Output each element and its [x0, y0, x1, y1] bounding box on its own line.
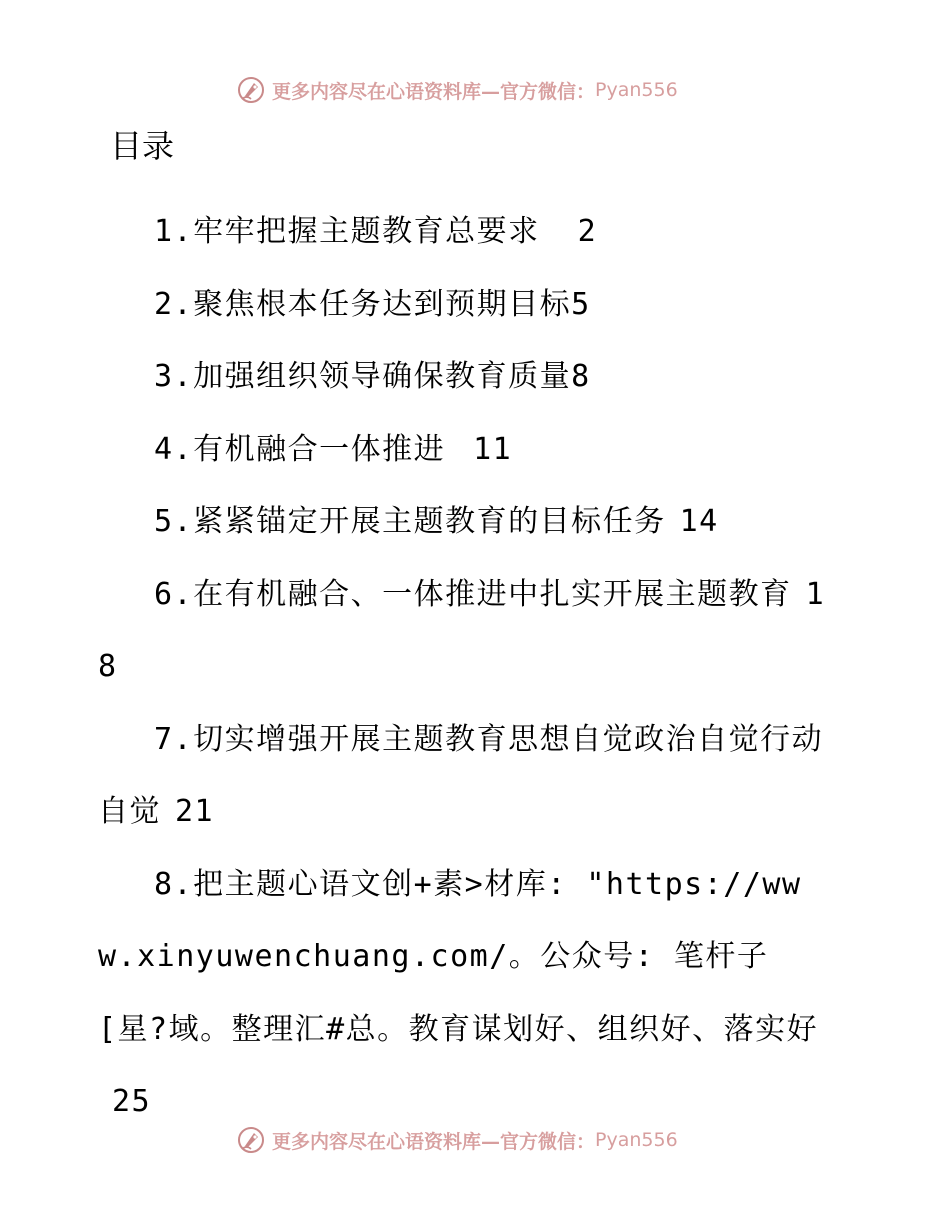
- toc-entry-text: 4.有机融合一体推进: [154, 431, 446, 467]
- toc-entry-text: 2.聚焦根本任务达到预期目标: [154, 286, 572, 322]
- page-footer-banner: [236, 1124, 678, 1156]
- toc-entry: [98, 196, 838, 269]
- toc-entry-page: 11: [473, 431, 513, 467]
- toc-entry-page: 25: [112, 1084, 152, 1119]
- toc-entry: [98, 704, 838, 849]
- footer-wechat-id: Pyan556: [595, 1129, 678, 1151]
- toc-entry: [98, 559, 838, 704]
- toc-entry-page: 18: [98, 576, 826, 684]
- toc-entry-page: 2: [577, 214, 598, 249]
- toc-entry-text: 5.紧紧锚定开展主题教育的目标任务: [154, 504, 666, 539]
- toc-list: [98, 196, 838, 1139]
- page-header-banner: [236, 74, 678, 106]
- toc-entry-text: 7.切实增强开展主题教育思想自觉政治自觉行动自觉: [98, 721, 824, 829]
- header-wechat-id: Pyan556: [595, 79, 678, 101]
- toc-entry-page: 21: [175, 794, 215, 829]
- toc-entry-text: 8.把主题心语文创+素>材库: "https://www.xinyuwenchuang.com/。公众号: 笔杆子[星?域。整理汇#总。教育谋划好、组织好、落实好: [98, 866, 819, 1047]
- pen-nib-logo-icon: [236, 1125, 266, 1155]
- toc-entry: [98, 341, 838, 414]
- footer-banner-text: 更多内容尽在心语资料库—官方微信：: [272, 1130, 596, 1153]
- toc-entry: [98, 269, 838, 342]
- toc-title: 目录: [110, 127, 175, 165]
- toc-entry-page: 14: [679, 504, 719, 539]
- pen-nib-logo-icon: [236, 75, 266, 105]
- toc-entry-text: 3.加强组织领导确保教育质量: [154, 359, 572, 394]
- toc-entry: [98, 486, 838, 559]
- toc-entry-page: 8: [571, 359, 591, 394]
- toc-entry: [98, 414, 838, 487]
- toc-entry-page: 5: [571, 286, 591, 322]
- toc-entry: [98, 849, 838, 1139]
- header-banner-text: 更多内容尽在心语资料库—官方微信：: [272, 80, 596, 103]
- toc-entry-text: 1.牢牢把握主题教育总要求: [154, 214, 540, 249]
- toc-entry-text: 6.在有机融合、一体推进中扎实开展主题教育: [154, 576, 792, 612]
